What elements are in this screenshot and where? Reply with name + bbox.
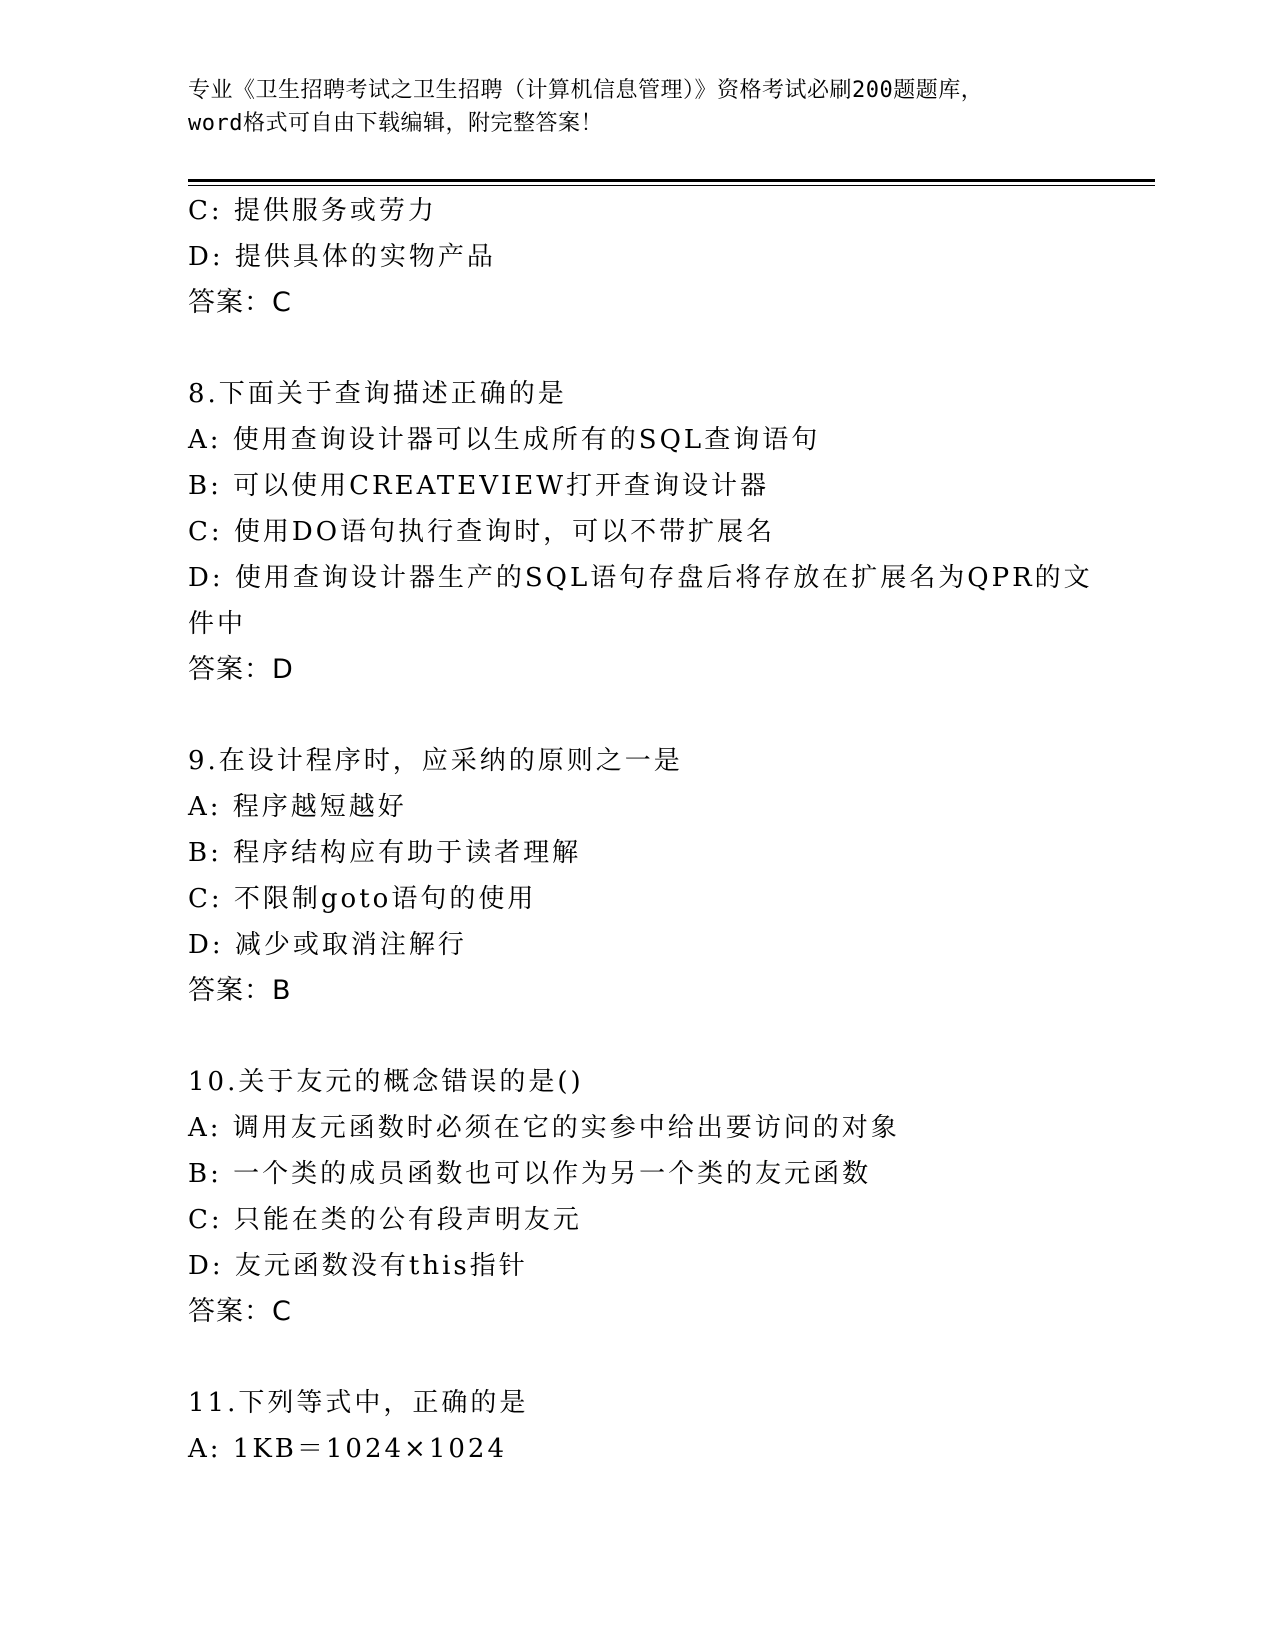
spacer xyxy=(188,1335,1148,1380)
option-b: B: 可以使用CREATEVIEW打开查询设计器 xyxy=(188,471,770,501)
question-stem: 10.关于友元的概念错误的是() xyxy=(188,1067,584,1097)
question-list xyxy=(188,188,1148,1472)
question-9 xyxy=(188,738,1148,1014)
option-b: B: 程序结构应有助于读者理解 xyxy=(188,838,582,868)
option-d: D: 友元函数没有this指针 xyxy=(188,1251,528,1281)
spacer xyxy=(188,326,1148,371)
option-d: D: 提供具体的实物产品 xyxy=(188,242,496,272)
question-8 xyxy=(188,371,1148,693)
question-7-tail xyxy=(188,188,1148,326)
question-stem: 11.下列等式中，正确的是 xyxy=(188,1388,529,1418)
option-a: A: 使用查询设计器可以生成所有的SQL查询语句 xyxy=(188,425,821,455)
option-a: A: 调用友元函数时必须在它的实参中给出要访问的对象 xyxy=(188,1113,900,1143)
document-header xyxy=(188,74,1088,140)
header-divider-thin xyxy=(188,185,1155,186)
option-c: C: 只能在类的公有段声明友元 xyxy=(188,1205,582,1235)
option-c: C: 使用DO语句执行查询时，可以不带扩展名 xyxy=(188,517,776,547)
option-d: D: 减少或取消注解行 xyxy=(188,930,467,960)
option-a: A: 程序越短越好 xyxy=(188,792,407,822)
header-line-1: 专业《卫生招聘考试之卫生招聘（计算机信息管理）》资格考试必刷200题题库， xyxy=(188,78,984,103)
answer-label: 答案：C xyxy=(188,1296,292,1327)
question-stem: 9.在设计程序时，应采纳的原则之一是 xyxy=(188,746,683,776)
option-a: A: 1KB＝1024×1024 xyxy=(188,1434,507,1464)
question-stem: 8.下面关于查询描述正确的是 xyxy=(188,379,567,409)
spacer xyxy=(188,693,1148,738)
answer-label: 答案：B xyxy=(188,975,292,1006)
header-line-2: word格式可自由下载编辑，附完整答案！ xyxy=(188,111,603,136)
option-c: C: 提供服务或劳力 xyxy=(188,196,437,226)
answer-label: 答案：D xyxy=(188,654,294,685)
question-11 xyxy=(188,1380,1148,1472)
option-d-continuation: 件中 xyxy=(188,609,247,639)
question-10 xyxy=(188,1059,1148,1335)
option-c: C: 不限制goto语句的使用 xyxy=(188,884,537,914)
spacer xyxy=(188,1014,1148,1059)
answer-label: 答案：C xyxy=(188,287,292,318)
option-d: D: 使用查询设计器生产的SQL语句存盘后将存放在扩展名为QPR的文 xyxy=(188,563,1093,593)
option-b: B: 一个类的成员函数也可以作为另一个类的友元函数 xyxy=(188,1159,872,1189)
header-divider-thick xyxy=(188,179,1155,182)
